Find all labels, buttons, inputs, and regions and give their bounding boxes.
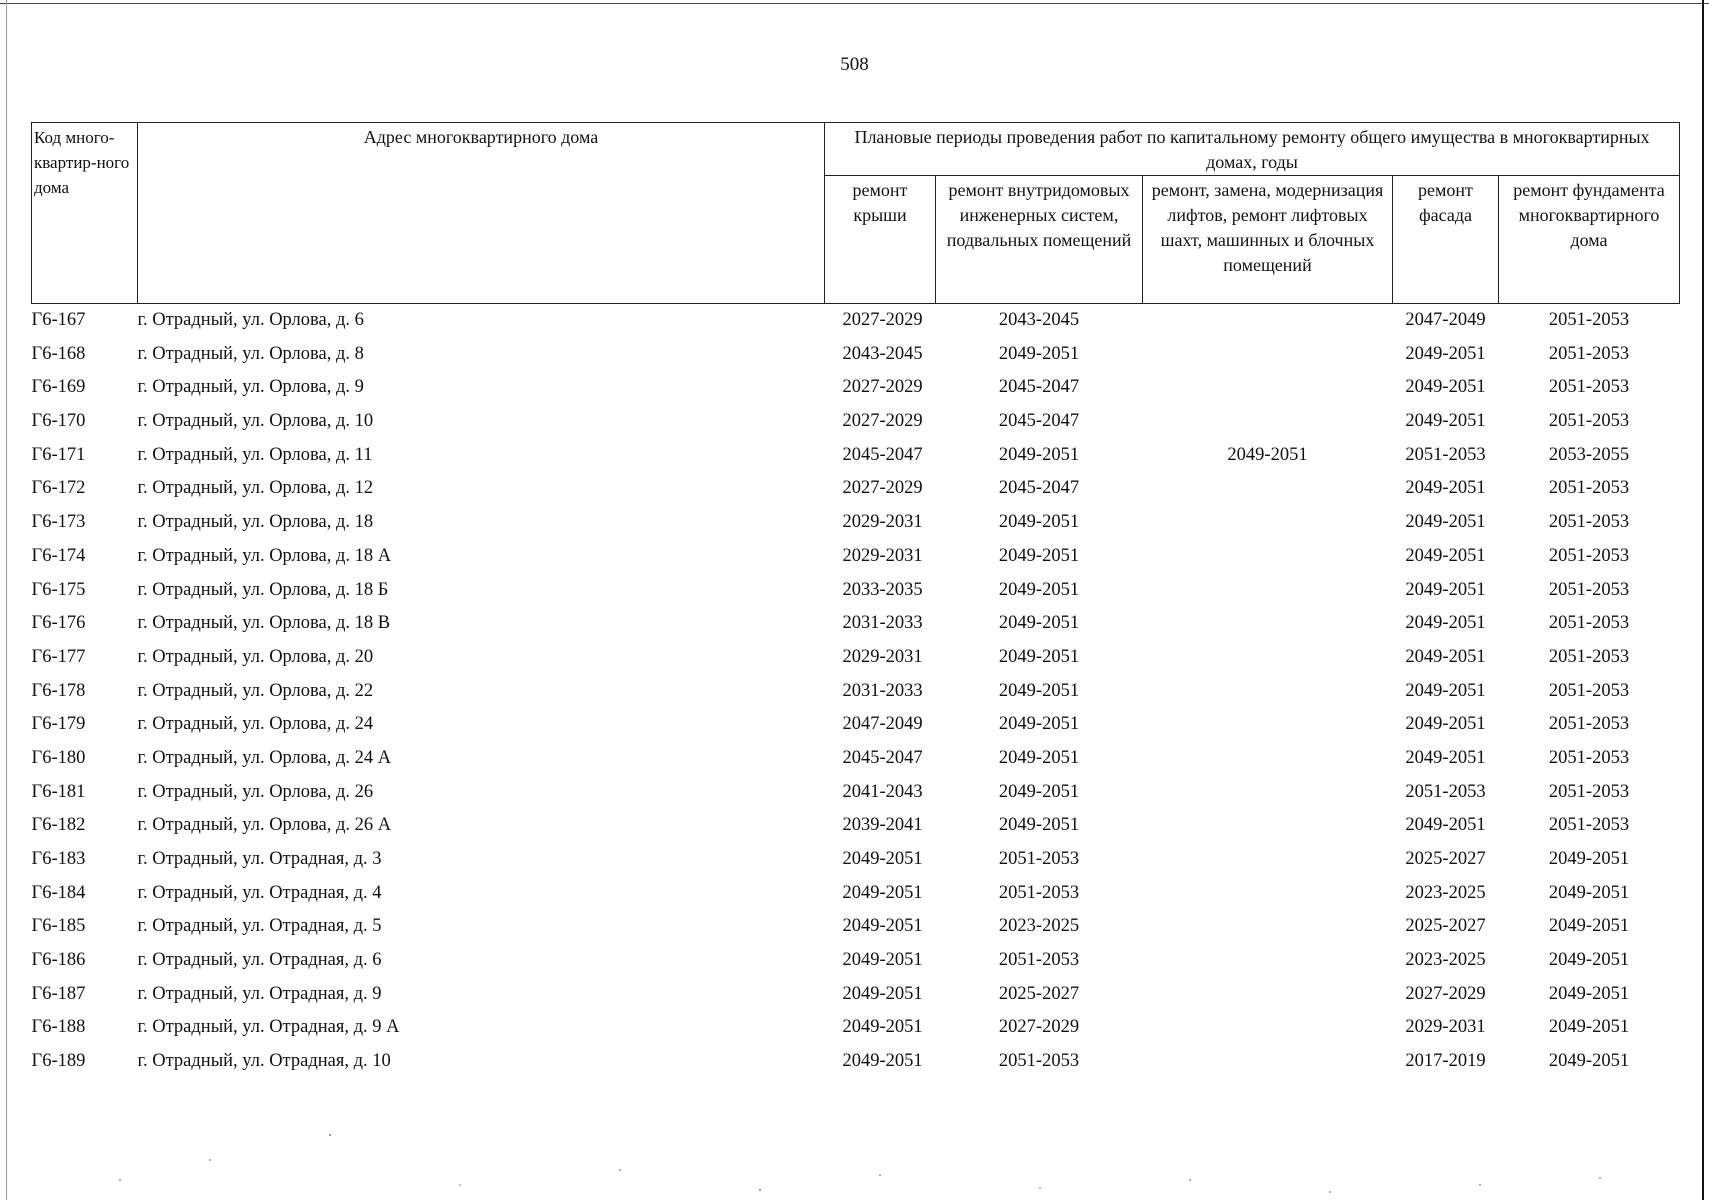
cell-systems: 2051-2053	[998, 882, 1080, 903]
scan-border-left	[6, 0, 7, 1200]
header-systems: ремонт внутридомовых инженерных систем, подвальных помещений	[936, 176, 1143, 304]
cell-systems: 2027-2029	[998, 1017, 1080, 1038]
cell-facade: 2049-2051	[1405, 478, 1486, 499]
cell-foundation: 2051-2053	[1548, 377, 1630, 398]
cell-foundation: 2051-2053	[1548, 343, 1630, 364]
cell-address: г. Отрадный, ул. Орлова, д. 26 А	[137, 815, 392, 836]
cell-roof: 2029-2031	[842, 545, 923, 566]
cell-systems: 2049-2051	[998, 545, 1080, 566]
table-row	[32, 304, 1680, 338]
cell-roof: 2031-2033	[842, 613, 923, 634]
cell-foundation: 2051-2053	[1548, 545, 1630, 566]
cell-systems: 2023-2025	[998, 916, 1080, 937]
cell-address: г. Отрадный, ул. Орлова, д. 22	[137, 680, 374, 701]
cell-address: г. Отрадный, ул. Орлова, д. 10	[137, 411, 374, 432]
cell-roof: 2049-2051	[842, 1017, 923, 1038]
cell-code: Г6-168	[31, 343, 86, 364]
cell-facade: 2049-2051	[1405, 747, 1486, 768]
cell-code: Г6-176	[31, 613, 86, 634]
table-row	[32, 506, 1680, 540]
cell-lifts	[1143, 338, 1393, 372]
cell-lifts	[1143, 607, 1393, 641]
cell-lifts: 2049-2051	[1227, 444, 1308, 465]
header-address: Адрес многоквартирного дома	[138, 123, 825, 304]
cell-facade: 2049-2051	[1405, 579, 1486, 600]
cell-roof: 2045-2047	[842, 444, 923, 465]
cell-roof: 2027-2029	[842, 478, 923, 499]
cell-systems: 2049-2051	[998, 444, 1080, 465]
cell-code: Г6-170	[31, 411, 86, 432]
cell-roof: 2043-2045	[842, 343, 923, 364]
cell-systems: 2049-2051	[998, 613, 1080, 634]
cell-code: Г6-172	[31, 478, 86, 499]
cell-facade: 2049-2051	[1405, 343, 1486, 364]
cell-systems: 2049-2051	[998, 646, 1080, 667]
cell-foundation: 2049-2051	[1548, 1017, 1630, 1038]
cell-facade: 2051-2053	[1405, 781, 1486, 802]
cell-foundation: 2049-2051	[1548, 950, 1630, 971]
cell-systems: 2049-2051	[998, 815, 1080, 836]
cell-code: Г6-177	[31, 646, 86, 667]
cell-lifts	[1143, 944, 1393, 978]
table-row	[32, 843, 1680, 877]
cell-code: Г6-180	[31, 747, 86, 768]
cell-facade: 2029-2031	[1405, 1017, 1486, 1038]
cell-foundation: 2051-2053	[1548, 478, 1630, 499]
cell-roof: 2027-2029	[842, 310, 923, 330]
cell-address: г. Отрадный, ул. Отрадная, д. 9	[137, 983, 382, 1004]
cell-roof: 2039-2041	[842, 815, 923, 836]
cell-address: г. Отрадный, ул. Орлова, д. 18	[137, 512, 374, 533]
cell-facade: 2049-2051	[1405, 680, 1486, 701]
cell-foundation: 2049-2051	[1548, 882, 1630, 903]
cell-address: г. Отрадный, ул. Орлова, д. 6	[137, 310, 364, 330]
cell-roof: 2049-2051	[842, 882, 923, 903]
page-number: 508	[840, 54, 869, 75]
cell-foundation: 2053-2055	[1548, 444, 1630, 465]
table-row	[32, 540, 1680, 574]
cell-facade: 2023-2025	[1405, 882, 1486, 903]
cell-lifts	[1143, 809, 1393, 843]
table-row	[32, 675, 1680, 709]
cell-address: г. Отрадный, ул. Отрадная, д. 3	[137, 849, 382, 869]
cell-foundation: 2051-2053	[1548, 714, 1630, 735]
cell-systems: 2051-2053	[998, 1051, 1080, 1072]
header-planned-periods: Плановые периоды проведения работ по капитальному ремонту общего имущества в многоквартирных домах, годы	[825, 123, 1680, 176]
capital-repair-table	[31, 122, 1680, 1079]
cell-code: Г6-183	[31, 849, 86, 869]
cell-address: г. Отрадный, ул. Орлова, д. 18 А	[137, 545, 392, 566]
cell-lifts	[1143, 742, 1393, 776]
cell-foundation: 2051-2053	[1548, 646, 1630, 667]
cell-foundation: 2049-2051	[1548, 1051, 1630, 1072]
cell-address: г. Отрадный, ул. Орлова, д. 20	[137, 646, 374, 667]
cell-facade: 2049-2051	[1405, 377, 1486, 398]
header-code: Код много-квартир-ного дома	[32, 123, 138, 304]
cell-code: Г6-171	[31, 444, 86, 465]
cell-systems: 2051-2053	[998, 849, 1080, 869]
cell-facade: 2047-2049	[1405, 310, 1486, 330]
table-row	[32, 607, 1680, 641]
cell-systems: 2045-2047	[998, 478, 1080, 499]
cell-facade: 2025-2027	[1405, 916, 1486, 937]
cell-address: г. Отрадный, ул. Орлова, д. 24 А	[137, 747, 392, 768]
header-roof: ремонт крыши	[825, 176, 936, 304]
cell-code: Г6-189	[31, 1051, 86, 1072]
scan-border-top	[0, 3, 1709, 4]
cell-lifts	[1143, 405, 1393, 439]
cell-address: г. Отрадный, ул. Отрадная, д. 5	[137, 916, 382, 937]
cell-code: Г6-188	[31, 1017, 86, 1038]
cell-code: Г6-182	[31, 815, 86, 836]
cell-address: г. Отрадный, ул. Отрадная, д. 4	[137, 882, 382, 903]
table-row	[32, 910, 1680, 944]
cell-foundation: 2051-2053	[1548, 310, 1630, 330]
cell-code: Г6-187	[31, 983, 86, 1004]
table-row	[32, 641, 1680, 675]
cell-facade: 2049-2051	[1405, 815, 1486, 836]
table-body	[32, 304, 1680, 1079]
cell-lifts	[1143, 574, 1393, 608]
cell-code: Г6-184	[31, 882, 86, 903]
cell-lifts	[1143, 304, 1393, 338]
cell-lifts	[1143, 877, 1393, 911]
cell-address: г. Отрадный, ул. Орлова, д. 8	[137, 343, 364, 364]
table-row	[32, 338, 1680, 372]
table-row	[32, 405, 1680, 439]
cell-facade: 2049-2051	[1405, 646, 1486, 667]
table-row	[32, 978, 1680, 1012]
cell-code: Г6-178	[31, 680, 86, 701]
cell-lifts	[1143, 1011, 1393, 1045]
table-row	[32, 809, 1680, 843]
cell-foundation: 2051-2053	[1548, 613, 1630, 634]
cell-foundation: 2051-2053	[1548, 411, 1630, 432]
cell-address: г. Отрадный, ул. Орлова, д. 11	[137, 444, 373, 465]
cell-lifts	[1143, 910, 1393, 944]
cell-foundation: 2051-2053	[1548, 512, 1630, 533]
cell-systems: 2049-2051	[998, 747, 1080, 768]
cell-roof: 2045-2047	[842, 747, 923, 768]
table-row	[32, 1045, 1680, 1079]
table-row	[32, 742, 1680, 776]
cell-foundation: 2049-2051	[1548, 916, 1630, 937]
cell-roof: 2027-2029	[842, 411, 923, 432]
cell-address: г. Отрадный, ул. Отрадная, д. 10	[137, 1051, 391, 1072]
cell-foundation: 2049-2051	[1548, 983, 1630, 1004]
table-row	[32, 371, 1680, 405]
cell-address: г. Отрадный, ул. Орлова, д. 12	[137, 478, 374, 499]
cell-code: Г6-174	[31, 545, 86, 566]
scan-border-right	[1702, 0, 1704, 1200]
cell-systems: 2049-2051	[998, 680, 1080, 701]
header-lifts: ремонт, замена, модернизация лифтов, ремонт лифтовых шахт, машинных и блочных помещений	[1143, 176, 1393, 304]
cell-roof: 2041-2043	[842, 781, 923, 802]
table-row	[32, 776, 1680, 810]
table-row	[32, 472, 1680, 506]
cell-code: Г6-175	[31, 579, 86, 600]
cell-roof: 2031-2033	[842, 680, 923, 701]
cell-lifts	[1143, 675, 1393, 709]
cell-code: Г6-173	[31, 512, 86, 533]
cell-systems: 2049-2051	[998, 781, 1080, 802]
cell-systems: 2045-2047	[998, 411, 1080, 432]
cell-code: Г6-169	[31, 377, 86, 398]
header-foundation: ремонт фундамента многоквартирного дома	[1499, 176, 1680, 304]
cell-code: Г6-181	[31, 781, 86, 802]
cell-roof: 2049-2051	[842, 1051, 923, 1072]
cell-foundation: 2051-2053	[1548, 781, 1630, 802]
cell-facade: 2025-2027	[1405, 849, 1486, 869]
header-facade: ремонт фасада	[1393, 176, 1499, 304]
cell-systems: 2049-2051	[998, 714, 1080, 735]
cell-address: г. Отрадный, ул. Орлова, д. 9	[137, 377, 364, 398]
cell-roof: 2049-2051	[842, 916, 923, 937]
cell-lifts	[1143, 1045, 1393, 1079]
cell-roof: 2029-2031	[842, 512, 923, 533]
cell-roof: 2049-2051	[842, 950, 923, 971]
cell-facade: 2017-2019	[1405, 1051, 1486, 1072]
scan-noise	[0, 1100, 1709, 1200]
table-row	[32, 1011, 1680, 1045]
cell-facade: 2049-2051	[1405, 714, 1486, 735]
cell-lifts	[1143, 506, 1393, 540]
cell-lifts	[1143, 540, 1393, 574]
cell-roof: 2027-2029	[842, 377, 923, 398]
cell-systems: 2049-2051	[998, 343, 1080, 364]
table-row	[32, 877, 1680, 911]
cell-lifts	[1143, 776, 1393, 810]
cell-foundation: 2051-2053	[1548, 747, 1630, 768]
cell-facade: 2049-2051	[1405, 545, 1486, 566]
cell-lifts	[1143, 472, 1393, 506]
cell-lifts	[1143, 371, 1393, 405]
table-row	[32, 944, 1680, 978]
cell-facade: 2023-2025	[1405, 950, 1486, 971]
cell-code: Г6-167	[31, 310, 86, 330]
cell-roof: 2049-2051	[842, 983, 923, 1004]
cell-facade: 2051-2053	[1405, 444, 1486, 465]
cell-foundation: 2051-2053	[1548, 680, 1630, 701]
cell-facade: 2049-2051	[1405, 512, 1486, 533]
cell-systems: 2045-2047	[998, 377, 1080, 398]
cell-foundation: 2051-2053	[1548, 579, 1630, 600]
cell-code: Г6-179	[31, 714, 86, 735]
cell-address: г. Отрадный, ул. Орлова, д. 18 Б	[137, 579, 389, 600]
cell-address: г. Отрадный, ул. Орлова, д. 26	[137, 781, 374, 802]
cell-systems: 2051-2053	[998, 950, 1080, 971]
cell-lifts	[1143, 641, 1393, 675]
cell-address: г. Отрадный, ул. Орлова, д. 18 В	[137, 613, 391, 634]
cell-roof: 2047-2049	[842, 714, 923, 735]
cell-address: г. Отрадный, ул. Орлова, д. 24	[137, 714, 374, 735]
cell-roof: 2033-2035	[842, 579, 923, 600]
table-row	[32, 574, 1680, 608]
cell-facade: 2049-2051	[1405, 411, 1486, 432]
cell-code: Г6-185	[31, 916, 86, 937]
cell-lifts	[1143, 708, 1393, 742]
cell-systems: 2043-2045	[998, 310, 1080, 330]
cell-lifts	[1143, 978, 1393, 1012]
cell-address: г. Отрадный, ул. Отрадная, д. 9 А	[137, 1017, 400, 1038]
cell-address: г. Отрадный, ул. Отрадная, д. 6	[137, 950, 382, 971]
cell-code: Г6-186	[31, 950, 86, 971]
cell-systems: 2025-2027	[998, 983, 1080, 1004]
cell-systems: 2049-2051	[998, 579, 1080, 600]
cell-facade: 2049-2051	[1405, 613, 1486, 634]
cell-systems: 2049-2051	[998, 512, 1080, 533]
cell-roof: 2029-2031	[842, 646, 923, 667]
cell-foundation: 2049-2051	[1548, 849, 1630, 869]
cell-lifts	[1143, 843, 1393, 877]
cell-facade: 2027-2029	[1405, 983, 1486, 1004]
cell-foundation: 2051-2053	[1548, 815, 1630, 836]
cell-roof: 2049-2051	[842, 849, 923, 869]
table-row	[32, 708, 1680, 742]
table-row	[32, 439, 1680, 473]
